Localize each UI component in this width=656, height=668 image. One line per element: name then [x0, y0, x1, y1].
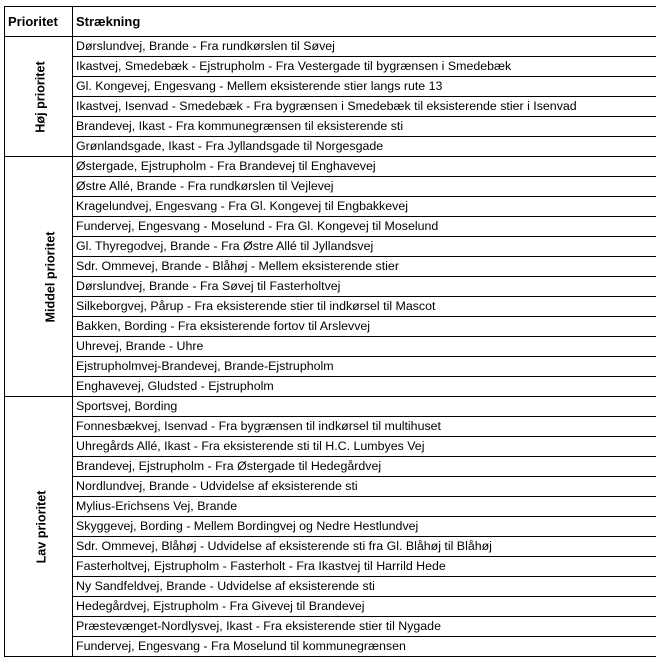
table-row: [5, 417, 656, 437]
section-cell: Bakken, Bording - Fra eksisterende fortov til Arslevvej: [73, 317, 656, 337]
priority-group-cell: [5, 37, 73, 157]
section-cell: Fundervej, Engesvang - Moselund - Fra Gl. Kongevej til Moselund: [73, 217, 656, 237]
section-cell: Præstevænget-Nordlysvej, Ikast - Fra eksisterende stier til Nygade: [73, 617, 656, 637]
table-row: [5, 597, 656, 617]
priority-group-cell: [5, 157, 73, 397]
header-section: Strækning: [73, 7, 656, 37]
priority-group-label: Høj prioritet: [33, 60, 48, 133]
table-row: [5, 197, 656, 217]
table-row: [5, 277, 656, 297]
table-row: [5, 557, 656, 577]
table-row: [5, 497, 656, 517]
section-cell: Uhrevej, Brande - Uhre: [73, 337, 656, 357]
table-row: [5, 637, 656, 657]
section-cell: Ikastvej, Smedebæk - Ejstrupholm - Fra Vestergade til bygrænsen i Smedebæk: [73, 57, 656, 77]
table-row: [5, 37, 656, 57]
header-priority: Prioritet: [5, 7, 73, 37]
section-cell: Gl. Kongevej, Engesvang - Mellem eksisterende stier langs rute 13: [73, 77, 656, 97]
section-cell: Gl. Thyregodvej, Brande - Fra Østre Allé til Jyllandsvej: [73, 237, 656, 257]
section-cell: Sdr. Ommevej, Blåhøj - Udvidelse af eksisterende sti fra Gl. Blåhøj til Blåhøj: [73, 537, 656, 557]
priority-group-label: Middel prioritet: [43, 231, 58, 322]
table-row: [5, 257, 656, 277]
table-row: [5, 397, 656, 417]
section-cell: Hedegårdvej, Ejstrupholm - Fra Givevej til Brandevej: [73, 597, 656, 617]
table-row: [5, 377, 656, 397]
priority-table-container: [4, 6, 656, 657]
section-cell: Ny Sandfeldvej, Brande - Udvidelse af eksisterende sti: [73, 577, 656, 597]
section-cell: Silkeborgvej, Pårup - Fra eksisterende stier til indkørsel til Mascot: [73, 297, 656, 317]
table-row: [5, 217, 656, 237]
section-cell: Ejstrupholmvej-Brandevej, Brande-Ejstrupholm: [73, 357, 656, 377]
section-cell: Brandevej, Ejstrupholm - Fra Østergade til Hedegårdvej: [73, 457, 656, 477]
section-cell: Nordlundvej, Brande - Udvidelse af eksisterende sti: [73, 477, 656, 497]
table-row: [5, 337, 656, 357]
table-row: [5, 357, 656, 377]
section-cell: Ikastvej, Isenvad - Smedebæk - Fra bygrænsen i Smedebæk til eksisterende stier i Isenvad: [73, 97, 656, 117]
section-cell: Mylius-Erichsens Vej, Brande: [73, 497, 656, 517]
table-row: [5, 617, 656, 637]
section-cell: Skyggevej, Bording - Mellem Bordingvej og Nedre Hestlundvej: [73, 517, 656, 537]
priority-group-label: Lav prioritet: [34, 490, 49, 563]
table-row: [5, 537, 656, 557]
header-row: [5, 7, 656, 37]
section-cell: Kragelundvej, Engesvang - Fra Gl. Kongevej til Engbakkevej: [73, 197, 656, 217]
table-row: [5, 57, 656, 77]
table-row: [5, 97, 656, 117]
table-row: [5, 457, 656, 477]
section-cell: Enghavevej, Gludsted - Ejstrupholm: [73, 377, 656, 397]
priority-group-cell: [5, 397, 73, 657]
section-cell: Dørslundvej, Brande - Fra rundkørslen til Søvej: [73, 37, 656, 57]
table-row: [5, 517, 656, 537]
table-row: [5, 177, 656, 197]
section-cell: Østergade, Ejstrupholm - Fra Brandevej til Enghavevej: [73, 157, 656, 177]
table-row: [5, 137, 656, 157]
table-row: [5, 317, 656, 337]
section-cell: Sportsvej, Bording: [73, 397, 656, 417]
section-cell: Brandevej, Ikast - Fra kommunegrænsen til eksisterende sti: [73, 117, 656, 137]
table-body: [5, 37, 656, 657]
section-cell: Fonnesbækvej, Isenvad - Fra bygrænsen til indkørsel til multihuset: [73, 417, 656, 437]
table-row: [5, 437, 656, 457]
table-row: [5, 117, 656, 137]
section-cell: Sdr. Ommevej, Brande - Blåhøj - Mellem eksisterende stier: [73, 257, 656, 277]
section-cell: Fasterholtvej, Ejstrupholm - Fasterholt - Fra Ikastvej til Harrild Hede: [73, 557, 656, 577]
table-row: [5, 77, 656, 97]
table-row: [5, 477, 656, 497]
section-cell: Dørslundvej, Brande - Fra Søvej til Fasterholtvej: [73, 277, 656, 297]
priority-table: [4, 6, 656, 657]
table-row: [5, 157, 656, 177]
table-row: [5, 297, 656, 317]
section-cell: Østre Allé, Brande - Fra rundkørslen til Vejlevej: [73, 177, 656, 197]
section-cell: Fundervej, Engesvang - Fra Moselund til kommunegrænsen: [73, 637, 656, 657]
table-row: [5, 577, 656, 597]
section-cell: Uhregårds Allé, Ikast - Fra eksisterende sti til H.C. Lumbyes Vej: [73, 437, 656, 457]
table-row: [5, 237, 656, 257]
section-cell: Grønlandsgade, Ikast - Fra Jyllandsgade til Norgesgade: [73, 137, 656, 157]
